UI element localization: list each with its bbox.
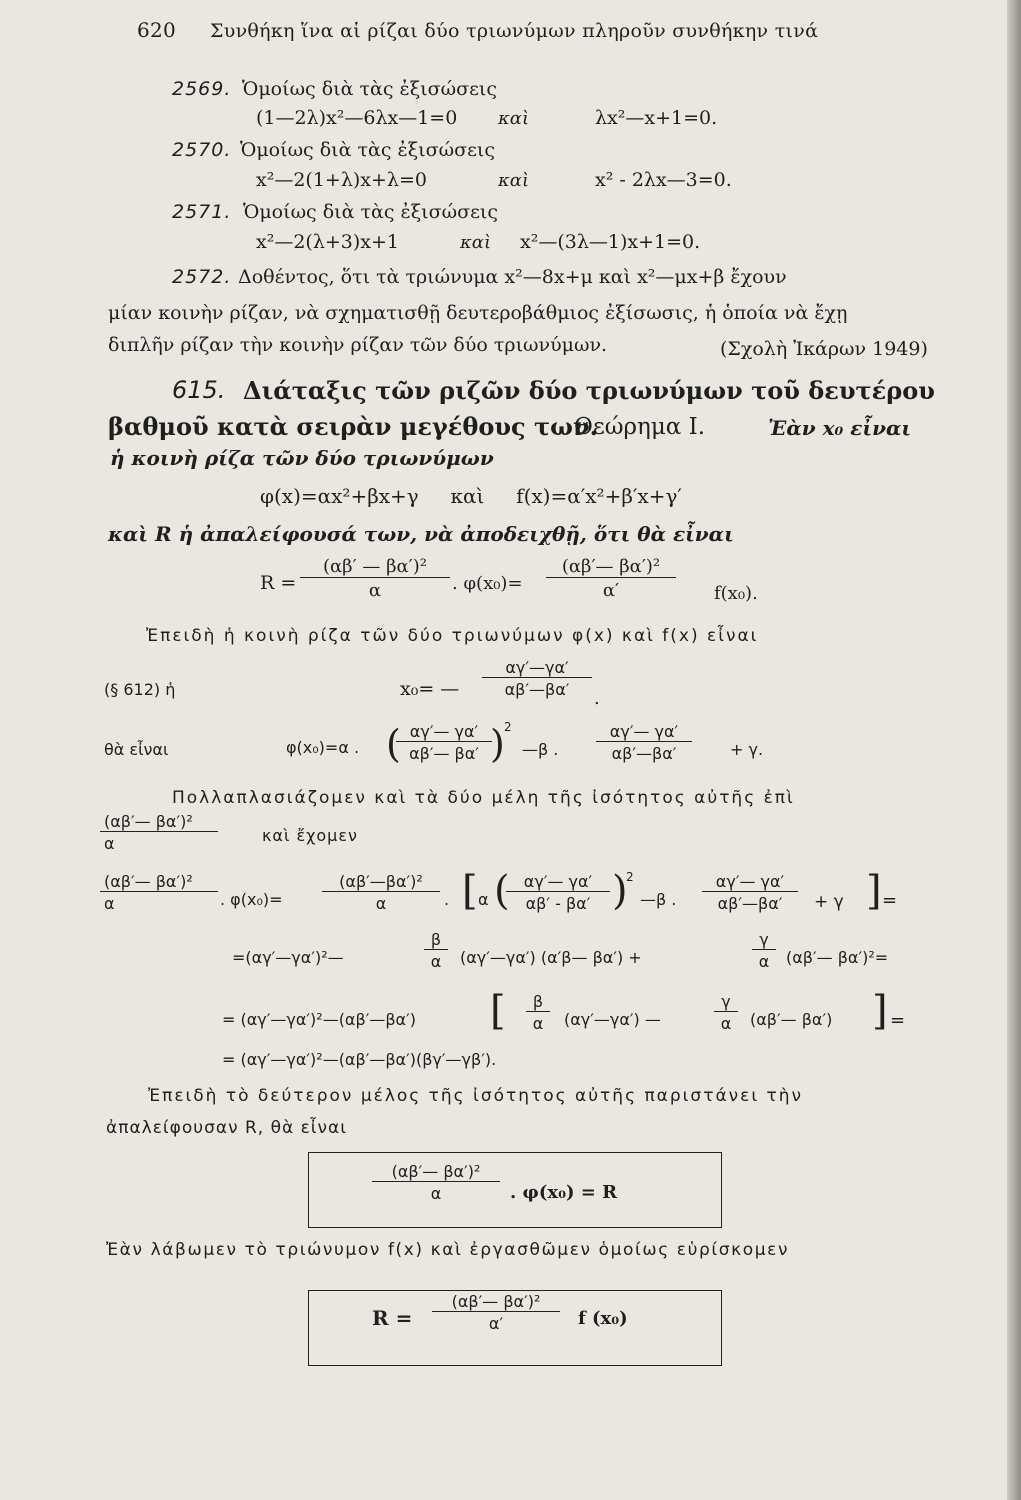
fraction-denominator: αβ′— βα′ <box>396 741 492 763</box>
fraction-numerator: αγ′— γα′ <box>409 722 479 741</box>
fraction-numerator: (αβ′— βα′)² <box>104 872 193 891</box>
formula-lhs: R = <box>260 572 297 594</box>
exercise-number: 2572. <box>172 266 232 288</box>
exercise-equation: x²—2(λ+3)x+1 <box>256 231 400 253</box>
equation-text: + γ <box>814 892 844 912</box>
proof-text: Ἐὰν λάβωμεν τὸ τριώνυμον f(x) καὶ ἐργασθῶμεν ὁμοίως εὑρίσκομεν <box>106 1240 790 1260</box>
fraction-numerator: (αβ′—βα′)² <box>339 872 423 891</box>
exercise-and: καὶ <box>498 108 530 129</box>
exercise-equation: x²—(3λ—1)x+1=0. <box>520 231 701 253</box>
exercise-text: Ὁμοίως διὰ τὰς ἐξισώσεις <box>240 139 495 161</box>
proof-text: Ἐπειδὴ τὸ δεύτερον μέλος τῆς ἰσότητος αὐτῆς παριστάνει τὴν <box>148 1086 803 1106</box>
equation-text: . φ(x₀)= <box>220 890 283 909</box>
formula-middle: . φ(x₀)= <box>452 573 523 594</box>
fraction <box>424 930 448 971</box>
equation-text: (αβ′— βα′)²= <box>786 948 889 967</box>
fraction-numerator: (αβ′ — βα′)² <box>322 556 427 577</box>
proof-text: Πολλαπλασιάζομεν καὶ τὰ δύο μέλη τῆς ἰσότητος αὐτῆς ἐπὶ <box>172 788 795 808</box>
equation-text: = <box>882 890 898 911</box>
x0-lhs: x₀= — <box>400 678 460 700</box>
equation-text: = (αγ′—γα′)²—(αβ′—βα′)(βγ′—γβ′). <box>222 1050 497 1069</box>
exercise-and: καὶ <box>498 170 530 191</box>
fraction <box>396 722 492 763</box>
fraction-denominator: α <box>100 891 218 913</box>
equation-text: (αβ′— βα′) <box>750 1010 833 1029</box>
fraction-denominator: α′ <box>432 1311 560 1333</box>
fraction-numerator: γ <box>721 992 731 1011</box>
boxed-rhs: f (x₀) <box>578 1308 628 1329</box>
page-edge-shadow <box>1007 0 1021 1500</box>
section-number: 615. <box>172 376 226 404</box>
section-title: Διάταξις τῶν ριζῶν δύο τριωνύμων τοῦ δευτέρου <box>243 376 935 405</box>
exercise-equation: λx²—x+1=0. <box>595 107 718 129</box>
fraction <box>432 1292 560 1333</box>
fraction-denominator: α <box>752 949 776 971</box>
fraction <box>714 992 738 1033</box>
fraction-numerator: αγ′— γα′ <box>609 722 679 741</box>
exercise-number: 2569. <box>172 78 232 100</box>
left-parenthesis: ( <box>386 722 401 766</box>
phi-mid: —β . <box>522 740 559 759</box>
square-exponent: 2 <box>504 720 512 734</box>
section-reference: (§ 612) ἡ <box>104 680 176 699</box>
square-exponent: 2 <box>626 870 634 884</box>
left-bracket: [ <box>462 868 478 914</box>
fraction-denominator: α <box>300 577 450 601</box>
left-parenthesis: ( <box>494 868 510 914</box>
fraction <box>300 556 450 601</box>
x0-end: . <box>594 688 600 709</box>
right-parenthesis: ) <box>490 722 505 766</box>
fraction-numerator: αγ′— γα′ <box>523 872 593 891</box>
exercise-number: 2571. <box>172 201 232 223</box>
fraction-denominator: α <box>100 831 218 853</box>
fraction-denominator: α <box>526 1011 550 1033</box>
page-number: 620 <box>137 18 177 42</box>
fraction-numerator: β <box>430 930 442 949</box>
theorem-label: Θεώρημα I. <box>574 414 706 440</box>
fraction <box>506 872 610 913</box>
exercise-text: Δοθέντος, ὅτι τὰ τριώνυμα x²—8x+μ καὶ x²—μx+β ἔχουν <box>238 266 787 288</box>
trinomials: φ(x)=αx²+βx+γ καὶ f(x)=α′x²+β′x+γ′ <box>260 484 682 508</box>
fraction-numerator: (αβ′— βα′)² <box>561 556 661 577</box>
fraction <box>702 872 798 913</box>
fraction <box>372 1162 500 1203</box>
equation-text: —β . <box>640 890 677 909</box>
fraction <box>546 556 676 601</box>
fraction <box>526 992 550 1033</box>
fraction <box>100 812 218 853</box>
fraction-numerator: αγ′—γα′ <box>505 658 569 677</box>
exercise-equation: x² - 2λx—3=0. <box>595 169 732 191</box>
exercise-equation: (1—2λ)x²—6λx—1=0 <box>256 107 458 129</box>
exercise-and: καὶ <box>460 232 492 253</box>
fraction <box>322 872 440 913</box>
formula-rhs: f(x₀). <box>714 583 758 604</box>
fraction-numerator: αγ′— γα′ <box>715 872 785 891</box>
proof-text: καὶ ἔχομεν <box>262 826 358 845</box>
exercise-text: μίαν κοινὴν ρίζαν, νὰ σχηματισθῇ δευτεροβάθμιος ἐξίσωσις, ἡ ὁποία νὰ ἔχῃ <box>108 302 848 324</box>
equation-text: = <box>890 1010 906 1031</box>
right-bracket: ] <box>866 868 882 914</box>
theorem-text: ἡ κοινὴ ρίζα τῶν δύο τριωνύμων <box>110 446 494 470</box>
fraction-denominator: αβ′—βα′ <box>702 891 798 913</box>
fraction-denominator: α <box>372 1181 500 1203</box>
fraction-denominator: αβ′—βα′ <box>596 741 692 763</box>
exercise-number: 2570. <box>172 139 232 161</box>
fraction-numerator: (αβ′— βα′)² <box>391 1162 481 1181</box>
theorem-text: καὶ R ἡ ἀπαλείφουσά των, νὰ ἀποδειχθῇ, ὅτι θὰ εἶναι <box>108 522 734 546</box>
left-bracket: [ <box>490 988 506 1034</box>
fraction <box>596 722 692 763</box>
equation-text: . <box>444 890 450 909</box>
fraction <box>100 872 218 913</box>
exercise-equation: x²—2(1+λ)x+λ=0 <box>256 169 427 191</box>
phi-end: + γ. <box>730 740 764 759</box>
fraction-denominator: αβ′ - βα′ <box>506 891 610 913</box>
right-parenthesis: ) <box>612 868 628 914</box>
fraction-denominator: α <box>424 949 448 971</box>
fraction-numerator: (αβ′— βα′)² <box>104 812 193 831</box>
fraction-denominator: α′ <box>546 577 676 601</box>
fraction-numerator: (αβ′— βα′)² <box>451 1292 541 1311</box>
exercise-source: (Σχολὴ Ἰκάρων 1949) <box>720 338 928 360</box>
equation-text: (αγ′—γα′) — <box>564 1010 661 1029</box>
fraction <box>752 930 776 971</box>
proof-text: Ἐπειδὴ ἡ κοινὴ ρίζα τῶν δύο τριωνύμων φ(x) καὶ f(x) εἶναι <box>146 626 759 646</box>
proof-text: ἀπαλείφουσαν R, θὰ εἶναι <box>106 1118 348 1138</box>
equation-text: =(αγ′—γα′)²— <box>232 948 344 967</box>
boxed-rhs: . φ(x₀) = R <box>510 1182 618 1203</box>
exercise-text: διπλῆν ρίζαν τὴν κοινὴν ρίζαν τῶν δύο τριωνύμων. <box>108 334 608 356</box>
fraction <box>482 658 592 699</box>
equation-text: (αγ′—γα′) (α′β— βα′) + <box>460 948 642 967</box>
fraction-numerator: γ <box>759 930 769 949</box>
fraction-denominator: α <box>322 891 440 913</box>
right-bracket: ] <box>872 988 888 1034</box>
running-title: Συνθήκη ἵνα αἱ ρίζαι δύο τριωνύμων πληροῦν συνθήκην τινά <box>210 20 819 42</box>
boxed-lhs: R = <box>372 1306 413 1330</box>
fraction-numerator: β <box>532 992 544 1011</box>
equation-text: = (αγ′—γα′)²—(αβ′—βα′) <box>222 1010 416 1029</box>
exercise-text: Ὁμοίως διὰ τὰς ἐξισώσεις <box>242 78 497 100</box>
theorem-text: Ἐὰν x₀ εἶναι <box>768 416 912 440</box>
phi-lhs: φ(x₀)=α . <box>286 738 360 757</box>
fraction-denominator: αβ′—βα′ <box>482 677 592 699</box>
fraction-denominator: α <box>714 1011 738 1033</box>
exercise-text: Ὁμοίως διὰ τὰς ἐξισώσεις <box>243 201 498 223</box>
equation-text: α <box>478 890 489 909</box>
section-title: βαθμοῦ κατὰ σειρὰν μεγέθους των. <box>108 412 598 441</box>
proof-text: θὰ εἶναι <box>104 740 169 759</box>
